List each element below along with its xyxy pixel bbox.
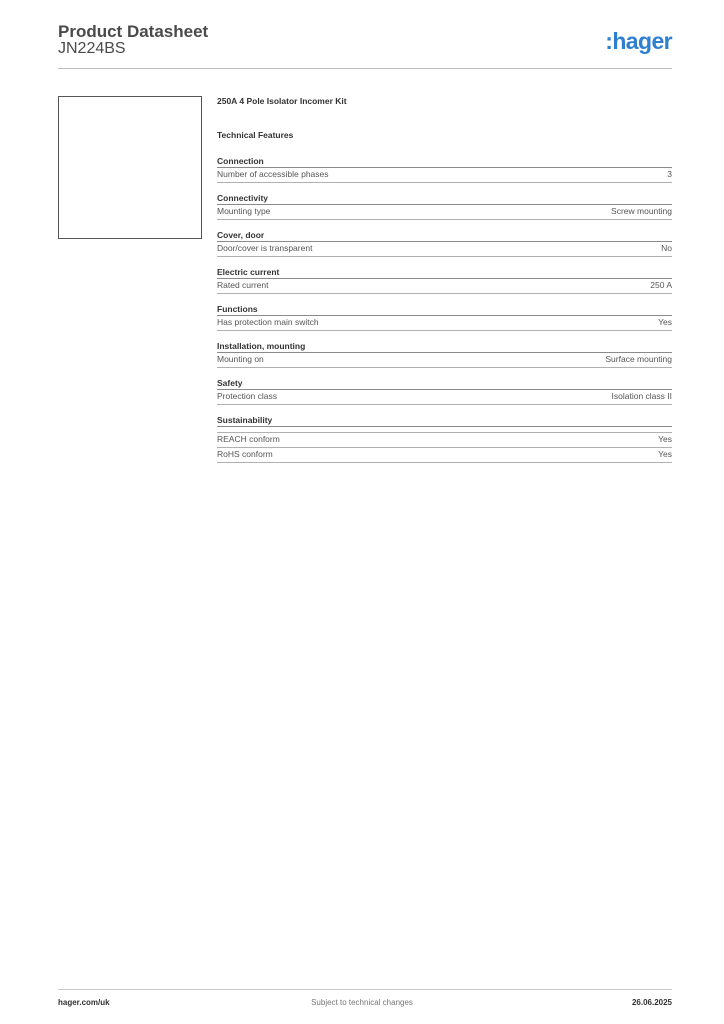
- product-image-placeholder: [58, 96, 202, 239]
- header-divider: [58, 68, 672, 69]
- footer-date: 26.06.2025: [631, 998, 672, 1007]
- spec-value: Isolation class II: [611, 391, 672, 401]
- section-installation-mounting: [217, 341, 672, 368]
- spec-label: Mounting type: [217, 206, 271, 216]
- spec-label: Protection class: [217, 391, 277, 401]
- spec-label: Door/cover is transparent: [217, 243, 313, 253]
- product-code: JN224BS: [58, 40, 126, 57]
- section-cover-door: [217, 230, 672, 257]
- spec-value: No: [661, 243, 672, 253]
- spec-row: [217, 390, 672, 405]
- spec-label: RoHS conform: [217, 449, 273, 459]
- spec-label: Rated current: [217, 280, 269, 290]
- footer-notice: Subject to technical changes: [311, 998, 413, 1007]
- product-name: 250A 4 Pole Isolator Incomer Kit: [217, 96, 347, 106]
- section-title: Connection: [217, 156, 672, 168]
- footer-website-link[interactable]: hager.com/uk: [58, 998, 110, 1007]
- section-title: Sustainability: [217, 415, 672, 427]
- hager-logo: :hager: [605, 28, 672, 54]
- spec-row: [217, 168, 672, 183]
- section-connectivity: [217, 193, 672, 220]
- section-title: Connectivity: [217, 193, 672, 205]
- section-title: Safety: [217, 378, 672, 390]
- section-connection: [217, 156, 672, 183]
- spec-row: [217, 353, 672, 368]
- spec-row: [217, 279, 672, 294]
- spec-label: REACH conform: [217, 434, 280, 444]
- spec-row: [217, 433, 672, 448]
- spec-row: [217, 448, 672, 463]
- section-safety: [217, 378, 672, 405]
- footer-divider: [58, 989, 672, 990]
- spec-row: [217, 205, 672, 220]
- spec-row: [217, 242, 672, 257]
- spec-row: [217, 316, 672, 331]
- section-sustainability: [217, 415, 672, 463]
- section-title: Cover, door: [217, 230, 672, 242]
- section-electric-current: [217, 267, 672, 294]
- technical-features-heading: Technical Features: [217, 130, 294, 140]
- section-functions: [217, 304, 672, 331]
- section-title: Functions: [217, 304, 672, 316]
- spec-value: Screw mounting: [611, 206, 672, 216]
- spec-label: Mounting on: [217, 354, 264, 364]
- spec-value: Yes: [658, 317, 672, 327]
- spec-value: 250 A: [650, 280, 672, 290]
- feature-sections: [217, 156, 672, 463]
- section-title: Installation, mounting: [217, 341, 672, 353]
- technical-content: [217, 96, 672, 473]
- spec-value: Yes: [658, 449, 672, 459]
- page-title: Product Datasheet: [58, 22, 209, 41]
- spec-label: Has protection main switch: [217, 317, 319, 327]
- spec-value: Surface mounting: [605, 354, 672, 364]
- spec-label: Number of accessible phases: [217, 169, 329, 179]
- section-title: Electric current: [217, 267, 672, 279]
- spec-value: Yes: [658, 434, 672, 444]
- spec-value: 3: [667, 169, 672, 179]
